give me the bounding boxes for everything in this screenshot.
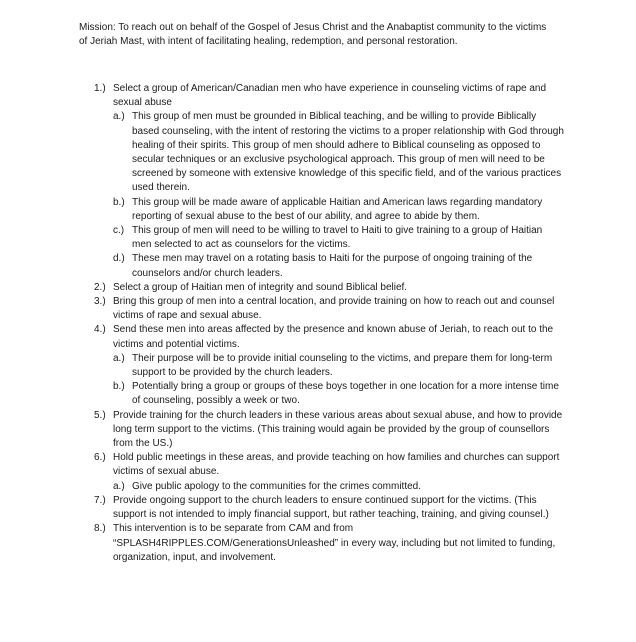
sub-item-text: This group of men will need to be willing to travel to Haiti to give training to a group of Haitian men selected to act as counselors for the victims. (132, 225, 543, 251)
sub-item-text: Potentially bring a group or groups of these boys together in one location for a more intense time of counseling, possibly a week or two. (132, 381, 559, 407)
sub-item-4-a (113, 352, 564, 380)
list-item-5 (94, 409, 564, 452)
sub-item-text: Give public apology to the communities for the crimes committed. (132, 480, 422, 492)
sub-item-4-b (113, 380, 564, 408)
sub-item-text: These men may travel on a rotating basis to Haiti for the purpose of ongoing training of the counselors and/or church leaders. (132, 253, 533, 279)
list-item-text: Provide ongoing support to the church leaders to ensure continued support for the victims. (This support is not intended to imply financial support, but rather teaching, training, and giving counsel.) (113, 494, 549, 521)
sub-item-text: This group of men must be grounded in Biblical teaching, and be willing to provide Biblically based counseling, with the intent of restoring the victims to a proper relationship with God through healing of their spirits. This group of men should adhere to Biblical counseling as opposed to secular techniques or an exclusive psychological approach. This group of men will need to be screened by someone with extensive knowledge of this specific field, and of the various practices used therein. (132, 111, 564, 194)
list-item-text: Select a group of American/Canadian men who have experience in counseling victims of rape and sexual abuse (113, 83, 547, 109)
sub-item-label: a.) (113, 111, 125, 123)
list-item-number: 4.) (94, 324, 106, 336)
list-item-text: Bring this group of men into a central location, and provide training on how to reach out and counsel victims of rape and sexual abuse. (113, 296, 555, 322)
sub-item-6-a (113, 480, 564, 494)
sub-item-label: d.) (113, 253, 125, 265)
list-item-text: Select a group of Haitian men of integrity and sound Biblical belief. (113, 281, 408, 293)
sub-item-label: a.) (113, 352, 125, 364)
sub-item-1-a (113, 110, 564, 195)
list-item-8 (94, 522, 564, 565)
sub-item-label: b.) (113, 381, 125, 393)
sub-item-1-c (113, 224, 564, 252)
list-item-text: Hold public meetings in these areas, and provide teaching on how families and churches can support victims of sexual abuse. (113, 452, 560, 478)
sub-item-label: c.) (113, 225, 125, 237)
sub-item-label: a.) (113, 480, 125, 492)
list-item-1 (94, 82, 564, 281)
list-item-number: 8.) (94, 523, 106, 535)
list-item-number: 2.) (94, 281, 106, 293)
sub-item-label: b.) (113, 196, 125, 208)
intervention-plan-list (94, 82, 564, 565)
list-item-6 (94, 451, 564, 494)
sub-item-text: Their purpose will be to provide initial counseling to the victims, and prepare them for long-term support to be provided by the church leaders. (132, 352, 553, 379)
list-item-number: 7.) (94, 494, 106, 506)
list-item-number: 6.) (94, 452, 106, 464)
list-item-number: 3.) (94, 296, 106, 308)
list-item-3 (94, 295, 564, 323)
list-item-2 (94, 281, 564, 295)
sub-item-1-b (113, 196, 564, 224)
sub-item-1-d (113, 252, 564, 280)
list-item-number: 5.) (94, 409, 106, 421)
list-item-text: This intervention is to be separate from CAM and from “SPLASH4RIPPLES.COM/GenerationsUnleashed” in every way, including but not limited to funding, organization, input, and involvement. (113, 523, 556, 563)
list-item-text: Provide training for the church leaders in these various areas about sexual abuse, and how to provide long term support to the victims. (This training would again be provided by the group of counsellors from the US.) (113, 409, 563, 450)
list-item-text: Send these men into areas affected by the presence and known abuse of Jeriah, to reach out to the victims and potential victims. (113, 324, 554, 350)
sub-item-text: This group will be made aware of applicable Haitian and American laws regarding mandatory reporting of sexual abuse to the best of our ability, and agree to abide by them. (132, 196, 543, 222)
mission-statement: Mission: To reach out on behalf of the Gospel of Jesus Christ and the Anabaptist community to the victims of Jeriah Mast, with intent of facilitating healing, redemption, and personal restoration. (79, 22, 547, 48)
list-item-4 (94, 323, 564, 408)
list-item-7 (94, 494, 564, 522)
list-item-number: 1.) (94, 83, 106, 94)
